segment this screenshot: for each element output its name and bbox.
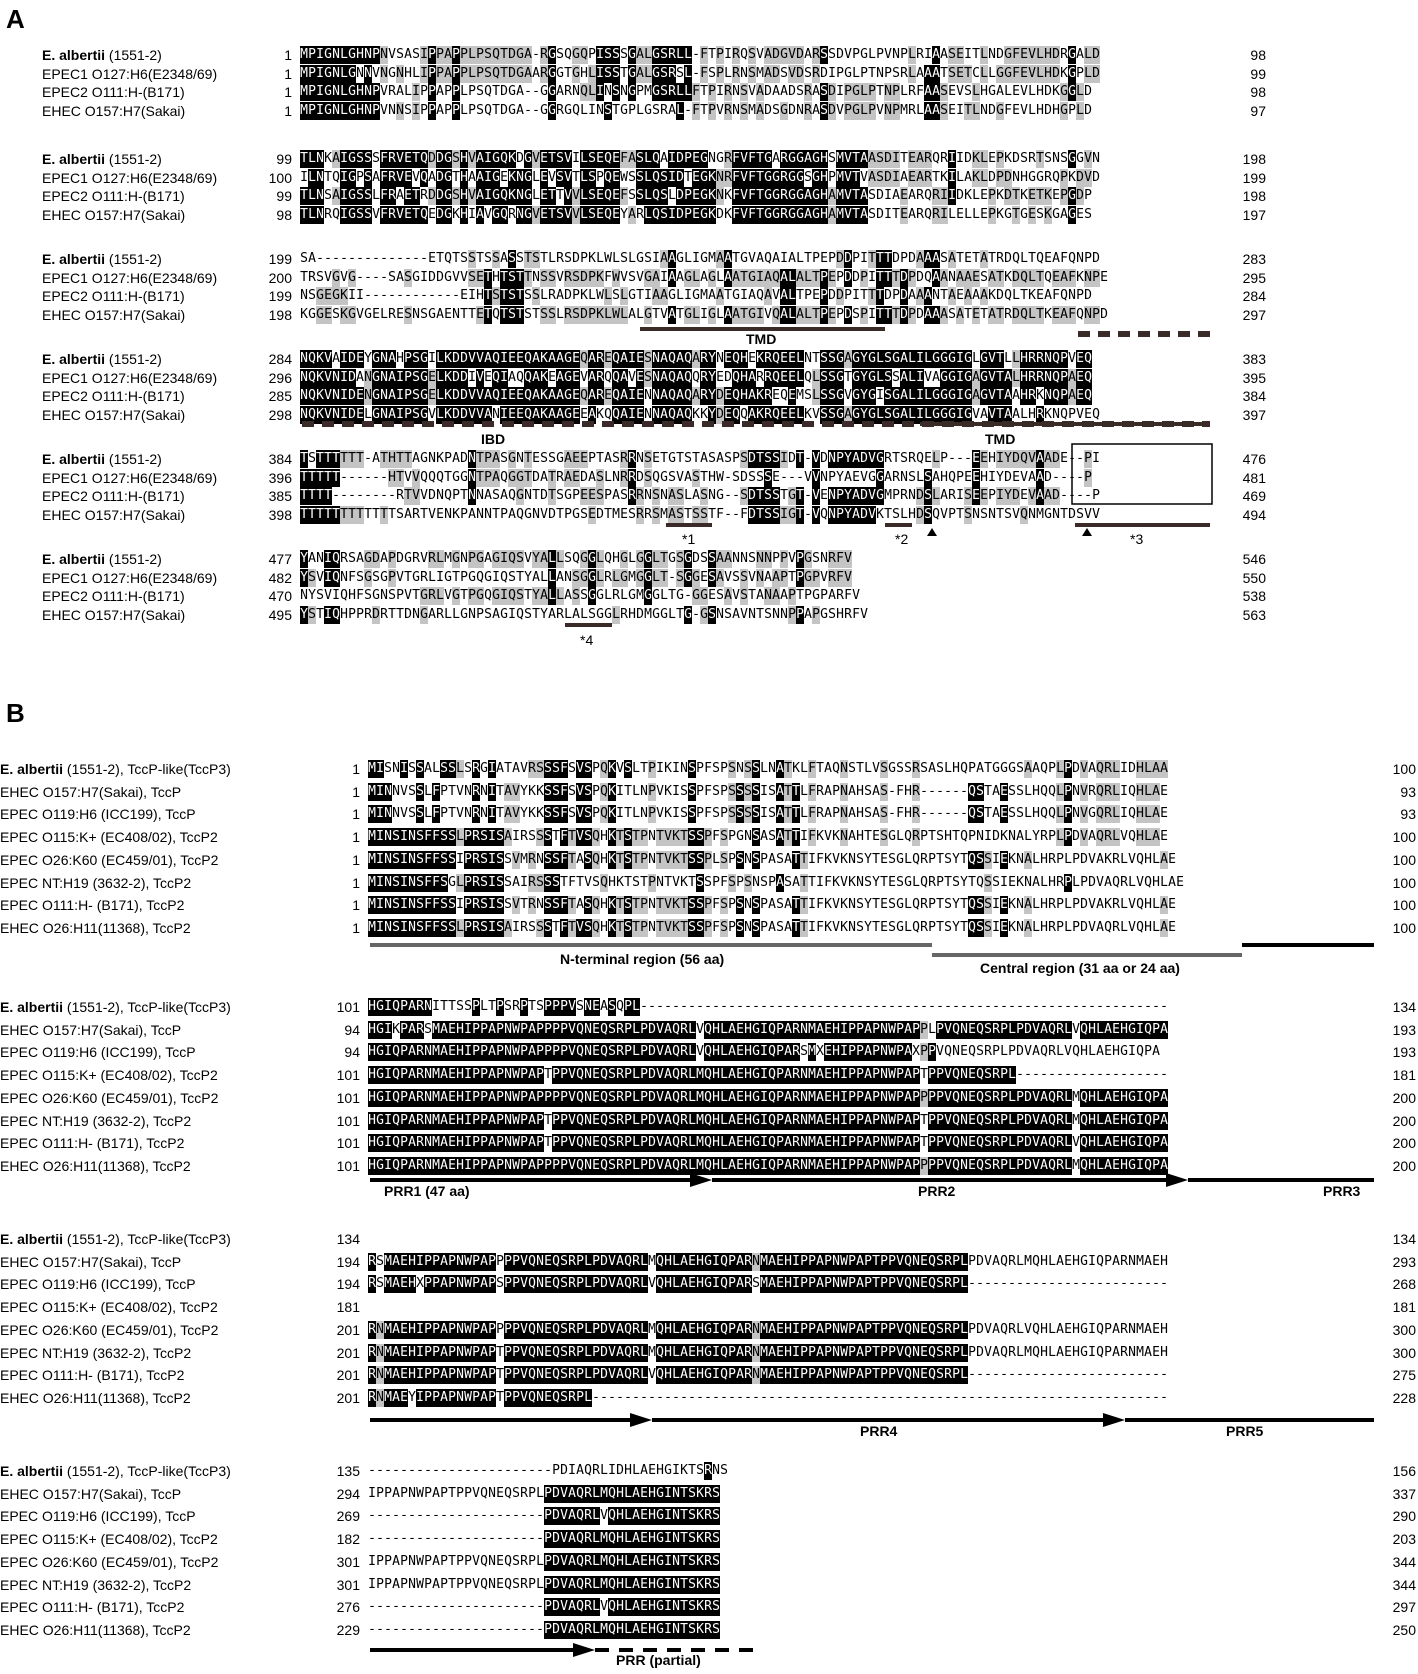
- a-name-row: EPEC2 O111:H-(B171): [42, 388, 185, 404]
- b-end-position: 200: [1392, 1112, 1416, 1129]
- label-star-3: *3: [1130, 531, 1144, 547]
- a-start-position: 100: [268, 169, 292, 186]
- b-name-row: E. albertii (1551-2), TccP-like(TccP3): [0, 999, 231, 1015]
- prr-partial-arrow-head: [573, 1643, 595, 1657]
- b-end-position: 134: [1392, 999, 1416, 1015]
- prr2-arrow-head: [1166, 1173, 1188, 1187]
- b-start-position: 101: [336, 1112, 360, 1129]
- a-sequence-row: TSTTTTTT-ATHTTAGNKPADNTPASGNTESSGAEEPTASRRNSETGTSTASASPSDTSSIDT-VDNPYADVGRTSRQELP---EEHIYDQVAADE--PI: [300, 451, 1100, 466]
- a-start-position: 99: [276, 151, 292, 167]
- b-end-position: 344: [1392, 1553, 1416, 1570]
- a-end-position: 98: [1250, 84, 1266, 100]
- b-start-position: 101: [336, 1067, 360, 1084]
- b-start-position: 1: [352, 806, 360, 823]
- label-prr3: PRR3: [1323, 1183, 1361, 1199]
- a-start-position: 1: [284, 102, 292, 119]
- label-star-2: *2: [895, 531, 909, 547]
- a-name-row: EPEC1 O127:H6(E2348/69): [42, 369, 218, 386]
- b-end-position: 203: [1392, 1531, 1416, 1548]
- a-end-position: 197: [1242, 206, 1266, 223]
- a-end-position: 198: [1242, 188, 1266, 204]
- b-name-row: EHEC O157:H7(Sakai), TccP: [0, 1021, 182, 1038]
- a-sequence-row: NQKVNIDELGNAIPSGVLKDDVVANIEEQAKAAGEEAKQQAIENNAQAQKKYDEQQAKRQEELKVSSGAGYGLSGALILGGGIGVAVTAALHRKNQPVEQ: [300, 406, 1100, 422]
- b-name-row: EPEC O26:K60 (EC459/01), TccP2: [0, 851, 219, 868]
- b-end-position: 193: [1392, 1021, 1416, 1038]
- b-name-row: EPEC O111:H- (B171), TccP2: [0, 1599, 185, 1616]
- a-end-position: 494: [1242, 506, 1266, 523]
- b-name-row: EHEC O26:H11(11368), TccP2: [0, 1389, 191, 1406]
- label-prr1: PRR1 (47 aa): [384, 1183, 470, 1199]
- b-name-row: EPEC O119:H6 (ICC199), TccP: [0, 806, 196, 823]
- a-end-position: 397: [1242, 406, 1266, 423]
- a-sequence-row: YSVIQNFSGSGPVTGRLIGTPGQGIQSTYALLANSGGLRLGMGGLT-SGGESAVSSVNAAPTPGPVRFV: [300, 569, 852, 585]
- a-start-position: 470: [268, 588, 292, 604]
- b-name-row: EPEC NT:H19 (3632-2), TccP2: [0, 1576, 192, 1593]
- a-end-position: 99: [1250, 65, 1266, 82]
- b-end-position: 200: [1392, 1157, 1416, 1174]
- b-sequence-row: HGIQPARNMAEHIPPAPNWPAPTPPVQNEQSRPLPDVAQRLMQHLAEHGIQPARNMAEHIPPAPNWPAPTPPVQNEQSRPLPDVAQRLMQHLAEHGIQPA: [368, 1112, 1168, 1128]
- b-sequence-row: IPPAPNWPAPTPPVQNEQSRPLPDVAQRLMQHLAEHGINTSKRS: [368, 1485, 720, 1501]
- b-sequence-row: HGIQPARNMAEHIPPAPNWPAPPPPVQNEQSRPLPDVAQRLVQHLAEHGIQPARSMXEHIPPAPNWPAXPPVQNEQSRPLPDVAQRLVQHLAEHGIQPA: [368, 1044, 1160, 1060]
- b-sequence-row: RSMAEHIPPAPNWPAPPPPVQNEQSRPLPDVAQRLMQHLAEHGIQPARNMAEHIPPAPNWPAPTPPVQNEQSRPLPDVAQRLMQHLAEHGIQPARNMAEH: [368, 1253, 1168, 1269]
- label-central-region: Central region (31 aa or 24 aa): [980, 960, 1180, 976]
- a-end-position: 199: [1242, 169, 1266, 186]
- b-sequence-row: RNMAEHIPPAPNWPAPTPPVQNEQSRPLPDVAQRLMQHLAEHGIQPARNMAEHIPPAPNWPAPTPPVQNEQSRPLPDVAQRLMQHLAEHGIQPARNMAEH: [368, 1344, 1168, 1360]
- b-end-position: 268: [1392, 1276, 1416, 1293]
- a-end-position: 295: [1242, 269, 1266, 286]
- a-end-position: 563: [1242, 606, 1266, 623]
- a-start-position: 198: [268, 306, 292, 323]
- b-end-position: 181: [1392, 1299, 1416, 1316]
- panel-label-b: B: [6, 698, 25, 728]
- a-name-row: E. albertii (1551-2): [42, 47, 162, 63]
- a-name-row: EHEC O157:H7(Sakai): [42, 606, 186, 623]
- a-end-position: 481: [1242, 469, 1266, 486]
- b-end-position: 293: [1392, 1253, 1416, 1270]
- a-start-position: 199: [268, 251, 292, 267]
- a-name-row: E. albertii (1551-2): [42, 451, 162, 467]
- b-name-row: EPEC O111:H- (B171), TccP2: [0, 1135, 185, 1152]
- b-start-position: 101: [336, 1089, 360, 1106]
- a-sequence-row: NYSVIQHFSGNSPVTGRLVGTPGQGIQSTYALLASSGGLRLGMGGLTG-GGESAVSTANAAPTPGPARFV: [300, 588, 860, 603]
- a-sequence-row: TLNSAIGSSLFRAETRDDGSHVAIGQKNGLETTVVLSEQEFSSLQSLDPEGKNKFVFTGGRGGAGHAMVTASDIAEARQRIIDKLEPKDTKETKEPGDP: [300, 188, 1092, 203]
- a-start-position: 199: [268, 288, 292, 304]
- a-start-position: 1: [284, 47, 292, 63]
- a-sequence-row: TTTTTTTTTTTTSARTVENKPANNTPAQGNVDTPGSEDTMESRRSMASTSSTF--FDTSSIGT-VQNPYADVKTSLHDSQVPTSNSNTSVQNMGNTDSVV: [300, 506, 1100, 522]
- a-sequence-row: TLNRQIGSSVFRVETQEDGKHIAVGQRNGVETSVVLSEQEYARLQSIDPEGKDKFVFTGGRGGAGHAMVTASDITEARQRILELLEPKGTGESKGAGES: [300, 206, 1092, 222]
- b-end-position: 100: [1392, 919, 1416, 936]
- b-end-position: 100: [1392, 874, 1416, 891]
- b-end-position: 300: [1392, 1321, 1416, 1338]
- a-name-row: EHEC O157:H7(Sakai): [42, 506, 186, 523]
- b-sequence-row: RNMAEHIPPAPNWPAPTPPVQNEQSRPLPDVAQRLVQHLAEHGIQPARNMAEHIPPAPNWPAPTPPVQNEQSRPL-------------------------: [368, 1367, 1168, 1383]
- a-name-row: E. albertii (1551-2): [42, 351, 162, 367]
- a-start-position: 1: [284, 65, 292, 82]
- b-start-position: 194: [336, 1276, 360, 1293]
- a-name-row: EPEC2 O111:H-(B171): [42, 588, 185, 604]
- b-start-position: 101: [336, 1157, 360, 1174]
- b-sequence-row: ----------------------PDVAQRLVQHLAEHGINTSKRS: [368, 1599, 720, 1615]
- b-start-position: 294: [336, 1485, 360, 1502]
- b-sequence-row: MINSINSFFSSIPRSISSVMRNSSFTASQHKTSTPNTVKTSSPLSPSNSPASATTIFKVKNSYTESGLQRPTSYTQSSIEKNALHRPLPDVAKRLVQHLAE: [368, 851, 1176, 867]
- a-start-position: 385: [268, 488, 292, 504]
- a-end-position: 284: [1242, 288, 1266, 304]
- b-sequence-row: ----------------------PDVAQRLMQHLAEHGINTSKRS: [368, 1621, 720, 1637]
- b-sequence-row: HGIQPARNITTSSPLTPSRPTSPPPVSNEASQPL------------------------------------------------------------------: [368, 999, 1168, 1014]
- b-sequence-row: HGIQPARNMAEHIPPAPNWPAPPPPVQNEQSRPLPDVAQRLMQHLAEHGIQPARNMAEHIPPAPNWPAPPPPVQNEQSRPLPDVAQRLMQHLAEHGIQPA: [368, 1089, 1168, 1105]
- b-end-position: 228: [1392, 1389, 1416, 1406]
- b-start-position: 1: [352, 874, 360, 891]
- b-sequence-row: MINSINSFFSSLPRSISAIRSSSTFTVSQHKTSTPNTVKTSSPFSPSNSPASATTIFKVKNSYTESGLQRPTSYTQSSIEKNALHRPLPDVAQRLVQHLAE: [368, 919, 1176, 935]
- a-end-position: 384: [1242, 388, 1266, 404]
- b-name-row: EPEC O111:H- (B171), TccP2: [0, 897, 185, 914]
- a-sequence-row: NQKVAIDEYGNAHPSGILKDDVVAQIEEQAKAAGEQAREQAIESNAQAQARYNEQHEKRQEELNTSSGAGYGLSGALILGGGIGLGVTLLHRRNQPVEQ: [300, 351, 1092, 366]
- b-name-row: E. albertii (1551-2), TccP-like(TccP3): [0, 1231, 231, 1247]
- a-start-position: 284: [268, 351, 292, 367]
- a-start-position: 200: [268, 269, 292, 286]
- b-end-position: 290: [1392, 1508, 1416, 1525]
- a-end-position: 550: [1242, 569, 1266, 586]
- b-start-position: 201: [336, 1367, 360, 1384]
- b-end-position: 181: [1392, 1067, 1416, 1084]
- a-name-row: EHEC O157:H7(Sakai): [42, 306, 186, 323]
- b-name-row: EPEC NT:H19 (3632-2), TccP2: [0, 1112, 192, 1129]
- b-end-position: 275: [1392, 1367, 1416, 1384]
- b-end-position: 250: [1392, 1621, 1416, 1638]
- b-end-position: 100: [1392, 851, 1416, 868]
- b-sequence-row: HGIQPARNMAEHIPPAPNWPAPPPPVQNEQSRPLPDVAQRLMQHLAEHGIQPARNMAEHIPPAPNWPAPPPPVQNEQSRPLPDVAQRLMQHLAEHGIQPA: [368, 1157, 1168, 1173]
- a-sequence-row: YSTIQHPPRDRTTDNGARLLGNPSAGIQSTYARLALSGGLRHDMGGLTG-GSNSAVNTSNNPPAPGSHRFV: [300, 606, 868, 622]
- b-start-position: 1: [352, 829, 360, 846]
- b-end-position: 300: [1392, 1344, 1416, 1361]
- b-sequence-row: -----------------------PDIAQRLIDHLAEHGIKTSRNS: [368, 1463, 728, 1478]
- b-name-row: EHEC O157:H7(Sakai), TccP: [0, 1485, 182, 1502]
- a-sequence-row: TTTTT------HTVVQQQTGGNTPAQGGTDATRAEDASLNRRDSQGSVASTHW-SDSSSE---VVNPYAEVGGARNSLSAHQPEEHIYDEVAAD----P: [300, 469, 1092, 485]
- a-end-position: 98: [1250, 47, 1266, 63]
- prr1-arrow-head: [690, 1173, 712, 1187]
- b-name-row: EPEC O115:K+ (EC408/02), TccP2: [0, 1531, 218, 1548]
- b-start-position: 269: [336, 1508, 360, 1525]
- b-name-row: EPEC O119:H6 (ICC199), TccP: [0, 1508, 196, 1525]
- a-end-position: 395: [1242, 369, 1266, 386]
- a-start-position: 1: [284, 84, 292, 100]
- b-start-position: 101: [336, 1135, 360, 1152]
- a-end-position: 383: [1242, 351, 1266, 367]
- a-name-row: EPEC1 O127:H6(E2348/69): [42, 569, 218, 586]
- b-start-position: 134: [336, 1231, 360, 1247]
- label-ibd: IBD: [481, 431, 506, 447]
- a-name-row: EPEC2 O111:H-(B171): [42, 84, 185, 100]
- a-start-position: 98: [276, 206, 292, 223]
- a-end-position: 469: [1242, 488, 1266, 504]
- b-sequence-row: HGIQPARNMAEHIPPAPNWPAPTPPVQNEQSRPLPDVAQRLMQHLAEHGIQPARNMAEHIPPAPNWPAPTPPVQNEQSRPLPDVAQRLVQHLAEHGIQPA: [368, 1135, 1168, 1151]
- b-end-position: 156: [1392, 1463, 1416, 1479]
- b-sequence-row: MINNVSSLFPTVNRNITAVYKKSSFSVSPQKITLNPVKISSPFSPSSSSISATTLFRAPNAHSAS-FHR------QSTAESSLHQQLPNVGQRLIQHLAE: [368, 806, 1168, 822]
- a-name-row: EHEC O157:H7(Sakai): [42, 406, 186, 423]
- b-end-position: 100: [1392, 829, 1416, 846]
- b-sequence-row: IPPAPNWPAPTPPVQNEQSRPLPDVAQRLMQHLAEHGINTSKRS: [368, 1553, 720, 1569]
- b-start-position: 94: [344, 1044, 360, 1061]
- a-start-position: 99: [276, 188, 292, 204]
- prr4-arrow-b-head: [1103, 1413, 1125, 1427]
- prr4-arrow-a-head: [630, 1413, 652, 1427]
- b-sequence-row: RSMAEHXPPAPNWPAPSPPVQNEQSRPLPDVAQRLVQHLAEHGIQPARSMAEHIPPAPNWPAPTPPVQNEQSRPL-------------------------: [368, 1276, 1168, 1292]
- a-end-position: 198: [1242, 151, 1266, 167]
- b-start-position: 181: [336, 1299, 360, 1316]
- a-sequence-row: SA--------------ETQTSSTSSASSTSTLRSDPKLWLSLGSIAAGLIGMAATGVAQAIALTPEPDDPITTTDPDAAASATETATRDQLTQEAFQNPD: [300, 251, 1100, 266]
- b-end-position: 100: [1392, 761, 1416, 777]
- a-start-position: 398: [268, 506, 292, 523]
- b-name-row: EPEC O26:K60 (EC459/01), TccP2: [0, 1321, 219, 1338]
- panel-label-a: A: [6, 4, 25, 34]
- b-name-row: EPEC O26:K60 (EC459/01), TccP2: [0, 1089, 219, 1106]
- a-name-row: EPEC1 O127:H6(E2348/69): [42, 65, 218, 82]
- b-end-position: 337: [1392, 1485, 1416, 1502]
- a-start-position: 298: [268, 406, 292, 423]
- b-name-row: EPEC O115:K+ (EC408/02), TccP2: [0, 829, 218, 846]
- b-sequence-row: ----------------------PDVAQRLMQHLAEHGINTSKRS: [368, 1531, 720, 1547]
- a-name-row: EPEC1 O127:H6(E2348/69): [42, 469, 218, 486]
- b-name-row: EPEC O26:K60 (EC459/01), TccP2: [0, 1553, 219, 1570]
- b-sequence-row: MISNISSALSSLSRGIATAVRSSSFSVSPQKVSLTPIKINSPFSPSNSSLNATKLFTAQNSTLVSGSSRSASLHQPATGGGSAAQPLPDVAQRLIDHLAA: [368, 761, 1168, 776]
- b-sequence-row: IPPAPNWPAPTPPVQNEQSRPLPDVAQRLMQHLAEHGINTSKRS: [368, 1576, 720, 1592]
- a-sequence-row: TLNKAIGSSSFRVETQDDGSHVAIGQKDGVETSVILSEQEFASLQAIDPEGNGRFVFTGARGGAGHSMVTAASDITEARQRIIDKLEPKDSRTSNSGGVN: [300, 151, 1100, 166]
- b-start-position: 229: [336, 1621, 360, 1638]
- b-name-row: EPEC NT:H19 (3632-2), TccP2: [0, 1344, 192, 1361]
- b-start-position: 1: [352, 851, 360, 868]
- b-sequence-row: MINSINSFFSGLPRSISSAIRSSSTFTVSQHKTSTPNTVKTSSPFSPSNSPASATTIFKVKNSYTESGLQRPTSYTQSSIEKNALHRPLPDVAQRLVQHLAE: [368, 874, 1184, 890]
- a-sequence-row: TRSVGVG----SASGIDDGVVSETHTSTTNSSVRSDPKFWVSVGAIAAGLAGLAATGIAQALALTPEPDDPITTTDPDQAANAAESATKDQLTQEAFKNPE: [300, 269, 1108, 285]
- a-sequence-row: MPIGNLGNNVNGNHLIPPAPPLPSQTDGAARGGTGHLISSTGALGSRSL-FSPLRNSMADSVDSRDIPGLPTNPSRLAAATSETCLLGGFEVLHDKGPLD: [300, 65, 1100, 81]
- b-start-position: 94: [344, 1021, 360, 1038]
- b-name-row: EPEC O115:K+ (EC408/02), TccP2: [0, 1299, 218, 1316]
- b-start-position: 201: [336, 1389, 360, 1406]
- a-sequence-row: NSGEGKII------------EIHTSTSTSSLRADPKLWLSLGTIAAGLIGMAATGIAQAVALTPEPDDPITTTDPDAAANTAEAAAKDQLTKEAFQNPD: [300, 288, 1092, 303]
- b-name-row: EHEC O157:H7(Sakai), TccP: [0, 1253, 182, 1270]
- a-name-row: E. albertii (1551-2): [42, 251, 162, 267]
- b-end-position: 93: [1400, 783, 1416, 800]
- a-sequence-row: MPIGNLGHNPNVSASIPPAPPLPSQTDGA-RGSQGQPISSSGALGSRLL-FTPIRQSVADGVDARSSDVPGLPVNPLRIAASEITLNDGFEVLHDRGALD: [300, 47, 1100, 62]
- b-name-row: E. albertii (1551-2), TccP-like(TccP3): [0, 1463, 231, 1479]
- b-sequence-row: HGIKPARSMAEHIPPAPNWPAPPPPVQNEQSRPLPDVAQRLVQHLAEHGIQPARNMAEHIPPAPNWPAPPLPVQNEQSRPLPDVAQRLVQHLAEHGIQPA: [368, 1021, 1168, 1037]
- a-sequence-row: TTTT--------RTVVDNQPTNNASAQGNTDTSGPEESPASRRNSNASLASNG--SDTSSTGT-VENPYADVGMPRNDSLARISEEPIYDEVAAD----P: [300, 488, 1100, 503]
- b-sequence-row: HGIQPARNMAEHIPPAPNWPAPTPPVQNEQSRPLPDVAQRLMQHLAEHGIQPARNMAEHIPPAPNWPAPTPPVQNEQSRPL-------------------: [368, 1067, 1168, 1083]
- b-name-row: E. albertii (1551-2), TccP-like(TccP3): [0, 761, 231, 777]
- b-name-row: EPEC O115:K+ (EC408/02), TccP2: [0, 1067, 218, 1084]
- label-tmd-1: TMD: [746, 331, 777, 347]
- a-name-row: EPEC2 O111:H-(B171): [42, 488, 185, 504]
- b-sequence-row: RNMAEHIPPAPNWPAPPPPVQNEQSRPLPDVAQRLMQHLAEHGIQPARNMAEHIPPAPNWPAPTPPVQNEQSRPLPDVAQRLVQHLAEHGIQPARNMAEH: [368, 1321, 1168, 1337]
- a-name-row: EPEC1 O127:H6(E2348/69): [42, 169, 218, 186]
- a-start-position: 495: [268, 606, 292, 623]
- b-start-position: 301: [336, 1553, 360, 1570]
- label-star-4: *4: [580, 632, 594, 648]
- b-end-position: 200: [1392, 1135, 1416, 1152]
- b-start-position: 201: [336, 1344, 360, 1361]
- a-name-row: EPEC1 O127:H6(E2348/69): [42, 269, 218, 286]
- triangle-marker-2: [1082, 528, 1092, 536]
- b-name-row: EHEC O26:H11(11368), TccP2: [0, 1157, 191, 1174]
- b-start-position: 276: [336, 1599, 360, 1616]
- a-start-position: 396: [268, 469, 292, 486]
- b-end-position: 193: [1392, 1044, 1416, 1061]
- label-n-terminal-region: N-terminal region (56 aa): [560, 951, 725, 967]
- a-name-row: EPEC2 O111:H-(B171): [42, 188, 185, 204]
- a-sequence-row: MPIGNLGHNPVRALIPPAPPLPSQTDGA--GGARNQLINSNGPMGSRLLFTPIRNSVADAADSRASDIPGLPTNPLRFAASEVSLHGALEVLHDKGGLD: [300, 84, 1092, 99]
- b-start-position: 101: [336, 999, 360, 1015]
- b-name-row: EPEC O111:H- (B171), TccP2: [0, 1367, 185, 1384]
- a-sequence-row: MPIGNLGHNPVNNSIPPAPPLPSQTDGA--GGRGQLINSTGPLGSRAL-FTPVRNSMADSGDNRASDVPGLPVNPMRLAASEITLNDGFEVLHDHGPLD: [300, 102, 1092, 118]
- triangle-marker-1: [927, 528, 937, 536]
- a-sequence-row: ILNTQIGPSAFRVEVQADGTHAAIGEKNGLEVSVTLSPQEWSSLQSIDTEGKNRFVFTGGRGGSGHPMVTVASDIAEARTKILAKLDPDNHGGRQPKDVD: [300, 169, 1100, 185]
- a-end-position: 546: [1242, 551, 1266, 567]
- b-sequence-row: MINNVSSLFPTVNRNITAVYKKSSFSVSPQKITLNPVKISSPFSPSSSSISATTLFRAPNAHSAS-FHR------QSTAESSLHQQLPNVRQRLIQHLAE: [368, 783, 1168, 799]
- b-name-row: EHEC O26:H11(11368), TccP2: [0, 1621, 191, 1638]
- a-end-position: 538: [1242, 588, 1266, 604]
- a-name-row: EPEC2 O111:H-(B171): [42, 288, 185, 304]
- b-end-position: 134: [1392, 1231, 1416, 1247]
- b-start-position: 135: [336, 1463, 360, 1479]
- a-name-row: EHEC O157:H7(Sakai): [42, 102, 186, 119]
- a-end-position: 297: [1242, 306, 1266, 323]
- b-start-position: 301: [336, 1576, 360, 1593]
- b-end-position: 297: [1392, 1599, 1416, 1616]
- a-sequence-row: NQKVNIDENGNAIPSGELKDDVVAQIEEQAKAAGEQAREQAIENNAQAQARYDEQHAKREQEMSLSSGVGYGISGALILGGGIGAGVTAAHRKNQPAEQ: [300, 388, 1092, 403]
- b-name-row: EPEC O119:H6 (ICC199), TccP: [0, 1044, 196, 1061]
- a-end-position: 476: [1242, 451, 1266, 467]
- b-start-position: 201: [336, 1321, 360, 1338]
- label-prr2: PRR2: [918, 1183, 956, 1199]
- b-start-position: 1: [352, 919, 360, 936]
- b-name-row: EHEC O157:H7(Sakai), TccP: [0, 783, 182, 800]
- a-sequence-row: KGGESKGVGELRESNSGAENTTETQTSTSTSSLRSDPKLWLALGTVATGLIGLAATGIVQALALTPEPDSPITTTDPDAAASATETATRDQLTKEAFQNPD: [300, 306, 1108, 322]
- a-start-position: 482: [268, 569, 292, 586]
- a-end-position: 283: [1242, 251, 1266, 267]
- a-start-position: 384: [268, 451, 292, 467]
- b-end-position: 344: [1392, 1576, 1416, 1593]
- b-start-position: 1: [352, 761, 360, 777]
- b-name-row: EHEC O26:H11(11368), TccP2: [0, 919, 191, 936]
- b-end-position: 93: [1400, 806, 1416, 823]
- b-name-row: EPEC O119:H6 (ICC199), TccP: [0, 1276, 196, 1293]
- a-name-row: EHEC O157:H7(Sakai): [42, 206, 186, 223]
- b-start-position: 1: [352, 897, 360, 914]
- b-start-position: 182: [336, 1531, 360, 1548]
- a-start-position: 285: [268, 388, 292, 404]
- b-name-row: EPEC NT:H19 (3632-2), TccP2: [0, 874, 192, 891]
- a-name-row: E. albertii (1551-2): [42, 151, 162, 167]
- a-name-row: E. albertii (1551-2): [42, 551, 162, 567]
- label-star-1: *1: [682, 531, 696, 547]
- b-sequence-row: ----------------------PDVAQRLVQHLAEHGINTSKRS: [368, 1508, 720, 1524]
- a-end-position: 97: [1250, 102, 1266, 119]
- a-sequence-row: NQKVNIDANGNAIPSGELKDDIVEQIAQQAKEAGEVARQQAVESNAQAQQRYEDQHARRQEELQLSSGTGYGLSSALIVAGGIGAGVTALHRRNQPAEQ: [300, 369, 1092, 385]
- label-prr5: PRR5: [1226, 1423, 1264, 1439]
- label-prr4: PRR4: [860, 1423, 898, 1439]
- a-start-position: 477: [268, 551, 292, 567]
- b-end-position: 200: [1392, 1089, 1416, 1106]
- b-sequence-row: MINSINSFFSSIPRSISSVTRNSSFTASQHKTSTPNTVKTSSPFSPSNSPASATTIFKVKNSYTESGLQRPTSYTQSSIEKNALHRPLPDVAKRLVQHLAE: [368, 897, 1176, 913]
- label-prr-partial: PRR (partial): [616, 1652, 701, 1668]
- b-start-position: 194: [336, 1253, 360, 1270]
- a-sequence-row: YANIQRSAGDAPDGRVRLMGNPGAGIQSVYALLSQGGLQHGLGGLTGSGDSSAANNSNNPPVPGSNRFV: [300, 551, 852, 566]
- a-start-position: 296: [268, 369, 292, 386]
- b-sequence-row: MINSINSFFSSLPRSISAIRSSSTFTVSQHKTSTPNTVKTSSPFSPGNSASATTIFKVKNAHTESGLQRPTSHTQPNIDKNALYRPLPDVAQRLVQHLAE: [368, 829, 1168, 845]
- b-start-position: 1: [352, 783, 360, 800]
- label-tmd-2: TMD: [985, 431, 1016, 447]
- b-end-position: 100: [1392, 897, 1416, 914]
- b-sequence-row: RNMAEYIPPAPNWPAPTPPVQNEQSRPL------------------------------------------------------------------------: [368, 1389, 1168, 1405]
